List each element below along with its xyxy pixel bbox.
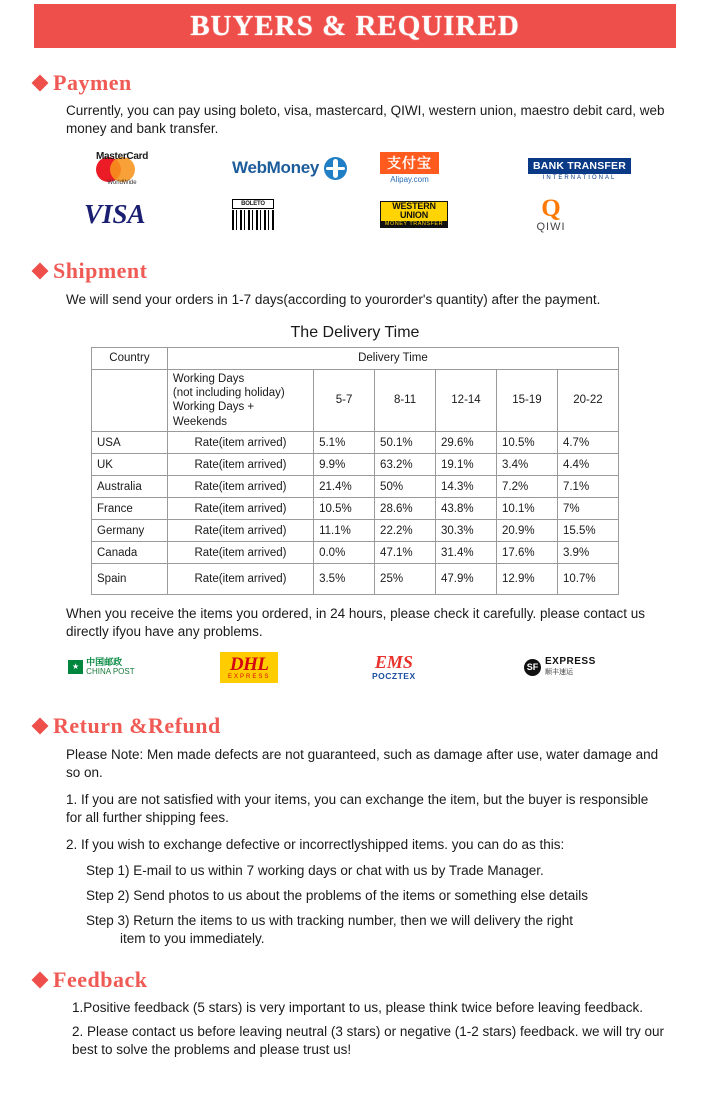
row-value-1: 25%	[375, 564, 436, 595]
diamond-bullet-icon	[32, 971, 49, 988]
feedback-item-1: 1.Positive feedback (5 stars) is very important to us, please think twice before leaving feedback.	[72, 999, 644, 1015]
row-value-4: 15.5%	[557, 520, 618, 542]
boleto-label: BOLETO	[232, 199, 274, 209]
mastercard-icon	[84, 151, 160, 187]
payment-body: Currently, you can pay using boleto, visa, mastercard, QIWI, western union, maestro debit card, web money and bank transfer.	[66, 103, 665, 137]
shipment-body: We will send your orders in 1-7 days(according to yourorder's quantity) after the payment.	[66, 292, 601, 308]
row-country: Canada	[92, 542, 168, 564]
row-value-0: 9.9%	[314, 454, 375, 476]
row-value-4: 7.1%	[557, 476, 618, 498]
row-rate-label: Rate(item arrived)	[167, 498, 313, 520]
delivery-time-table	[91, 347, 619, 596]
returns-heading	[34, 713, 676, 739]
western-union-icon	[380, 201, 448, 228]
range-4: 20-22	[557, 369, 618, 432]
table-row	[92, 476, 619, 498]
china-post-en: CHINA POST	[86, 666, 135, 676]
shipment-heading-label: Shipment	[53, 258, 148, 284]
row-country: UK	[92, 454, 168, 476]
payment-logos	[84, 148, 676, 234]
feedback-heading	[34, 967, 676, 993]
dhl-icon	[220, 652, 278, 683]
row-value-4: 3.9%	[557, 542, 618, 564]
qiwi-icon	[528, 196, 574, 233]
returns-heading-label: Return &Refund	[53, 712, 221, 738]
boleto-barcode-icon	[232, 210, 274, 230]
row-rate-label: Rate(item arrived)	[167, 542, 313, 564]
table-row	[92, 498, 619, 520]
row-value-4: 4.4%	[557, 454, 618, 476]
spacer-cell	[92, 369, 168, 432]
dhl-label: DHL	[229, 653, 269, 675]
range-0: 5-7	[314, 369, 375, 432]
table-row	[92, 564, 619, 595]
row-value-2: 29.6%	[436, 432, 497, 454]
feedback-section	[34, 967, 676, 1060]
diamond-bullet-icon	[32, 717, 49, 734]
row-value-1: 50%	[375, 476, 436, 498]
payment-logo-western-union	[380, 194, 528, 234]
payment-section	[34, 70, 676, 234]
carrier-logo-ems	[372, 652, 524, 683]
returns-section	[34, 713, 676, 949]
row-country: Australia	[92, 476, 168, 498]
table-subheader-row	[92, 369, 619, 432]
returns-item-2: 2. If you wish to exchange defective or incorrectlyshipped items. you can do as this:	[66, 837, 565, 853]
bank-transfer-icon	[528, 156, 631, 181]
carrier-logo-china-post	[68, 652, 220, 683]
table-row	[92, 454, 619, 476]
china-post-icon	[68, 658, 135, 677]
payment-heading	[34, 70, 676, 96]
ems-sub: POCZTEX	[372, 671, 416, 682]
row-value-0: 0.0%	[314, 542, 375, 564]
table-row	[92, 432, 619, 454]
payment-heading-label: Paymen	[53, 70, 132, 95]
sf-labels	[545, 657, 596, 678]
sf-label: EXPRESS	[545, 655, 596, 667]
visa-icon: VISA	[84, 198, 146, 229]
row-value-0: 5.1%	[314, 432, 375, 454]
payment-logo-qiwi	[528, 194, 676, 234]
returns-step-3-cont-text: item to you immediately.	[120, 931, 265, 947]
table-row	[92, 542, 619, 564]
row-rate-label: Rate(item arrived)	[167, 520, 313, 542]
row-rate-label: Rate(item arrived)	[167, 476, 313, 498]
row-value-2: 19.1%	[436, 454, 497, 476]
carrier-logo-dhl	[220, 652, 372, 683]
alipay-sub: Alipay.com	[390, 175, 429, 185]
header-delivery-time: Delivery Time	[167, 347, 618, 369]
ems-label: EMS	[374, 652, 413, 673]
payment-logo-mastercard	[84, 148, 232, 188]
table-row	[92, 520, 619, 542]
china-post-cn: 中国邮政	[86, 656, 123, 667]
row-country: France	[92, 498, 168, 520]
row-value-3: 12.9%	[496, 564, 557, 595]
shipment-note: When you receive the items you ordered, in 24 hours, please check it carefully. please contact us directly ifyou have any problems.	[66, 606, 646, 640]
boleto-icon	[232, 199, 274, 230]
webmoney-label: WebMoney	[232, 158, 320, 178]
row-value-3: 10.1%	[496, 498, 557, 520]
diamond-bullet-icon	[32, 75, 49, 92]
payment-logo-bank-transfer	[528, 148, 676, 188]
row-rate-label: Rate(item arrived)	[167, 564, 313, 595]
payment-logos-row-2	[84, 194, 676, 234]
alipay-label: 支付宝	[380, 152, 439, 174]
sf-badge: SF	[524, 659, 541, 676]
row-value-1: 50.1%	[375, 432, 436, 454]
returns-step-3-cont	[86, 930, 666, 948]
row-value-3: 10.5%	[496, 432, 557, 454]
returns-step-3: Step 3) Return the items to us with tracking number, then we will delivery the right	[86, 913, 573, 929]
range-2: 12-14	[436, 369, 497, 432]
banner-title: BUYERS & REQUIRED	[190, 9, 520, 42]
feedback-heading-label: Feedback	[53, 966, 148, 992]
working-days-line-1: Working Days	[172, 372, 245, 385]
returns-item-1: 1. If you are not satisfied with your items, you can exchange the item, but the buyer is responsible for all further shipping fees.	[66, 792, 649, 826]
carrier-logo-sf-express	[524, 652, 676, 683]
china-post-mark: ★	[68, 660, 83, 674]
row-value-3: 3.4%	[496, 454, 557, 476]
row-value-2: 30.3%	[436, 520, 497, 542]
payment-logos-row-1	[84, 148, 676, 188]
mastercard-label: MasterCard	[95, 151, 149, 163]
row-country: Spain	[92, 564, 168, 595]
row-value-3: 17.6%	[496, 542, 557, 564]
returns-note: Please Note: Men made defects are not guaranteed, such as damage after use, water damage and so on.	[66, 746, 659, 780]
sf-sub: 顺丰速运	[545, 668, 573, 677]
alipay-icon	[380, 152, 439, 184]
payment-logo-webmoney	[232, 148, 380, 188]
row-value-2: 31.4%	[436, 542, 497, 564]
qiwi-label: QIWI	[536, 220, 566, 233]
webmoney-icon	[232, 157, 347, 180]
row-value-3: 20.9%	[496, 520, 557, 542]
row-value-0: 21.4%	[314, 476, 375, 498]
mastercard-sub: WorldWide	[107, 180, 137, 187]
shipment-section	[34, 258, 676, 682]
row-value-0: 3.5%	[314, 564, 375, 595]
working-days-line-3: Working Days + Weekends	[172, 401, 255, 428]
payment-logo-visa	[84, 194, 232, 234]
qiwi-mark: Q	[541, 194, 561, 222]
diamond-bullet-icon	[32, 263, 49, 280]
returns-step-2: Step 2) Send photos to us about the problems of the items or something else details	[86, 887, 589, 903]
row-value-1: 22.2%	[375, 520, 436, 542]
feedback-item-2: 2. Please contact us before leaving neutral (3 stars) or negative (1-2 stars) feedback. we will try our best to solve the problems and please trust us!	[72, 1023, 665, 1057]
range-1: 8-11	[375, 369, 436, 432]
working-days-line-2: (not including holiday)	[172, 387, 285, 400]
delivery-table-title: The Delivery Time	[290, 323, 420, 341]
western-union-label: WESTERN UNION	[392, 201, 436, 221]
ems-icon	[372, 653, 416, 681]
range-3: 15-19	[496, 369, 557, 432]
row-value-0: 10.5%	[314, 498, 375, 520]
row-value-2: 14.3%	[436, 476, 497, 498]
carrier-logos	[68, 652, 676, 683]
payment-logo-boleto	[232, 194, 380, 234]
header-country: Country	[92, 347, 168, 369]
row-value-0: 11.1%	[314, 520, 375, 542]
row-rate-label: Rate(item arrived)	[167, 454, 313, 476]
working-days-label	[167, 369, 313, 432]
row-value-4: 7%	[557, 498, 618, 520]
row-value-3: 7.2%	[496, 476, 557, 498]
shipment-heading	[34, 258, 676, 284]
returns-step-1: Step 1) E-mail to us within 7 working days or chat with us by Trade Manager.	[86, 862, 544, 878]
row-value-2: 43.8%	[436, 498, 497, 520]
page-banner	[34, 4, 676, 48]
table-header-row	[92, 347, 619, 369]
row-value-1: 63.2%	[375, 454, 436, 476]
bank-transfer-sub: INTERNATIONAL	[542, 174, 617, 181]
webmoney-globe-icon	[324, 157, 347, 180]
row-value-1: 47.1%	[375, 542, 436, 564]
payment-logo-alipay	[380, 148, 528, 188]
row-country: Germany	[92, 520, 168, 542]
row-rate-label: Rate(item arrived)	[167, 432, 313, 454]
row-value-4: 10.7%	[557, 564, 618, 595]
china-post-labels	[86, 658, 134, 677]
bank-transfer-label: BANK TRANSFER	[528, 158, 631, 174]
row-value-4: 4.7%	[557, 432, 618, 454]
sf-express-icon	[524, 657, 596, 678]
western-union-sub: MONEY TRANSFER	[381, 221, 447, 227]
row-country: USA	[92, 432, 168, 454]
row-value-2: 47.9%	[436, 564, 497, 595]
row-value-1: 28.6%	[375, 498, 436, 520]
dhl-sub: EXPRESS	[228, 673, 271, 680]
